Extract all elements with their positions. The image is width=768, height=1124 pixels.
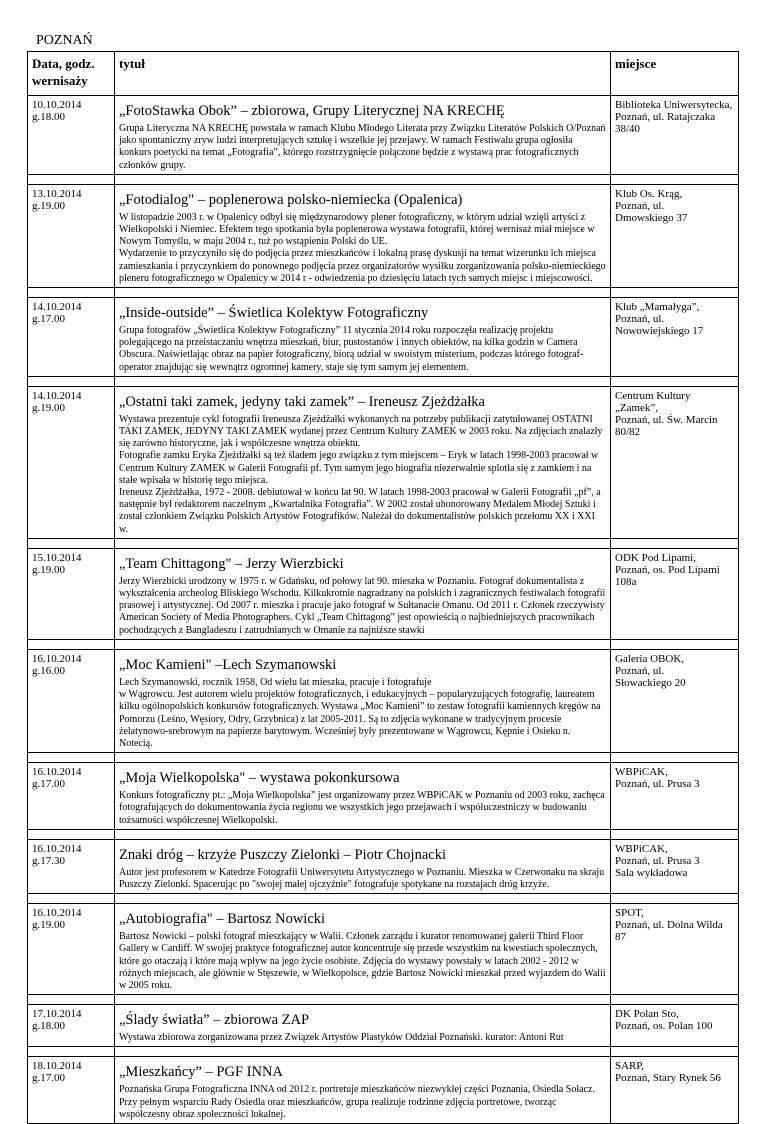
event-info-cell <box>115 1005 611 1047</box>
table-row <box>28 1005 739 1047</box>
event-place: ODK Pod Lipami, Poznań, os. Pod Lipami 108a <box>615 551 720 588</box>
event-title: Znaki dróg – krzyże Puszczy Zielonki – Piotr Chojnacki <box>119 846 446 863</box>
event-description: W listopadzie 2003 r. w Opalenicy odbył się międzynarodowy plener fotograficzny, w którym udział wzięli artyści z Wielkopolski i Niemiec. Efektem tego spotkania była poplenerowa wystawa fotografii, której wernisaż miał miejsce w Nowym Tomyślu, w maju 2004 r., tuż po wstąpieniu Polski do UE. Wydarzenie to przyczyniło się do podjęcia przez mieszkańców i lokalną prasę dyskusji na temat wizerunku ich miejsca zamieszkania i przyczynkiem do ponownego podjęcia przez organizatorów wysiłku zorganizowania polsko-niemieckiego pleneru fotograficznego w Opalenicy w 2014 r - odwiedzenia po dziesięciu latach tych samych miejsc i miejscowości. <box>119 211 606 284</box>
table-row <box>28 1057 739 1124</box>
event-date-cell <box>28 1057 115 1124</box>
event-place: DK Polan Sto, Poznań, os. Polan 100 <box>615 1008 713 1033</box>
spacer-cell <box>28 376 115 386</box>
spacer-cell <box>115 376 611 386</box>
spacer-cell <box>28 639 115 649</box>
table-row <box>28 548 739 639</box>
header-place: miejsce <box>611 52 739 96</box>
spacer-cell <box>611 538 739 548</box>
event-date-cell <box>28 763 115 830</box>
event-place: Klub „Mamałyga”, Poznań, ul. Nowowiejskiego 17 <box>615 301 704 338</box>
event-title: „FotoStawka Obok” – zbiorowa, Grupy Literycznej NA KRECHĘ <box>119 103 505 119</box>
spacer-cell <box>115 1047 611 1057</box>
event-place: Centrum Kultury „Zamek”, Poznań, ul. Św. Marcin 80/82 <box>615 389 718 438</box>
event-date: 15.10.2014 g.19.00 <box>32 551 82 576</box>
spacer-cell <box>611 639 739 649</box>
row-spacer <box>28 1047 739 1057</box>
event-info-cell <box>115 1057 611 1124</box>
event-date: 13.10.2014 g.19.00 <box>32 187 82 212</box>
event-date-cell <box>28 1005 115 1047</box>
page-heading: POZNAŃ <box>36 33 93 48</box>
event-date-cell <box>28 904 115 995</box>
event-title: „Fotodialog" – poplenerowa polsko-niemiecka (Opalenica) <box>119 191 463 208</box>
row-spacer <box>28 829 739 839</box>
row-spacer <box>28 174 739 184</box>
row-spacer <box>28 894 739 904</box>
spacer-cell <box>611 753 739 763</box>
event-place-cell <box>611 184 739 287</box>
event-date-cell <box>28 548 115 639</box>
header-date: Data, godz. wernisaży <box>28 52 115 96</box>
event-place-cell <box>611 839 739 893</box>
spacer-cell <box>28 538 115 548</box>
exhibition-table <box>27 51 739 1124</box>
event-title: „Inside-outside” – Świetlica Kolektyw Fotograficzny <box>119 305 429 322</box>
row-spacer <box>28 995 739 1005</box>
event-place-cell <box>611 649 739 752</box>
spacer-cell <box>115 639 611 649</box>
event-date: 16.10.2014 g.19.00 <box>32 907 82 932</box>
event-date: 16.10.2014 g.16.00 <box>32 652 82 677</box>
event-date: 14.10.2014 g.19.00 <box>32 389 82 414</box>
event-info-cell <box>115 763 611 830</box>
spacer-cell <box>115 538 611 548</box>
spacer-cell <box>115 894 611 904</box>
event-description: Jerzy Wierzbicki urodzony w 1975 r. w Gdańsku, od połowy lat 90. mieszka w Poznaniu. Fotograf dokumentalista z wykształcenia archeolog Bliskiego Wschodu. Kilkukrotnie nagradzany na polskich i zagranicznych festiwalach fotografii prasowej i artystycznej. Od 2007 r. mieszka i pracuje jako fotograf w Sułtanacie Omanu. Od 2011 r. Członek rzeczywisty American Society of Media Photographers. Cykl „Team Chittagong” jest opowieścią o najbiedniejszych pracownikach pochodzących z Bangladeszu i zatrudnianych w Omanie za najniższe stawki <box>119 575 606 636</box>
event-description: Wystawa zbiorowa zorganizowana przez Związek Artystów Plastyków Oddział Poznański. kurator: Antoni Rut <box>119 1032 564 1044</box>
spacer-cell <box>611 1047 739 1057</box>
event-place: WBPiCAK, Poznań, ul. Prusa 3 Sala wykładowa <box>615 842 700 879</box>
event-date: 14.10.2014 g.17.00 <box>32 301 82 326</box>
event-date: 18.10.2014 g.17.00 <box>32 1060 82 1085</box>
event-date-cell <box>28 298 115 377</box>
table-row <box>28 839 739 893</box>
event-date-cell <box>28 649 115 752</box>
event-date: 16.10.2014 g.17.30 <box>32 842 82 867</box>
event-place-cell <box>611 386 739 538</box>
spacer-cell <box>611 174 739 184</box>
event-place: SARP, Poznań, Stary Rynek 56 <box>615 1060 721 1085</box>
event-description: Grupa fotografów „Świetlica Kolektyw Fotograficzny” 11 stycznia 2014 roku rozpoczęła realizację projektu polegającego na przeistaczaniu wnętrza mieszkań, biur, pustostanów i innych obiektów, na kilka godzin w Camera Obscura. Naświetlając obraz na papier fotograficzny, biorą udział w swoistym misterium, podczas którego fotograf-operator znajdując się wewnątrz ogromnej kamery, staje się tym samym jej elementem. <box>119 325 584 373</box>
event-title: „Moc Kamieni" –Lech Szymanowski <box>119 656 337 673</box>
table-row <box>28 298 739 377</box>
header-title: tytuł <box>115 52 611 96</box>
spacer-cell <box>115 753 611 763</box>
event-description: Lech Szymanowski, rocznik 1958, Od wielu lat mieszka, pracuje i fotografuje w Wągrowcu. Jest autorem wielu projektów fotograficznych, i edukacyjnych – popularyzujących fotografię, laureatem kilku ogólnopolskich konkursów fotograficznych. Wystawa „Moc Kamieni” to zestaw fotografii kamiennych kręgów na Pomorzu (Leśno, Węsiory, Odry, Grzybnica) z lat 2005-2011. Są to zdjęcia wykonane w tradycyjnym procesie żelatynowo-srebrowym na papierze barytowym. Wcześniej były prezentowane w Wągrowcu, Kępnie i Osieku n. Notecią. <box>119 676 601 749</box>
spacer-cell <box>28 288 115 298</box>
table-row <box>28 386 739 538</box>
table-row <box>28 184 739 287</box>
spacer-cell <box>611 288 739 298</box>
spacer-cell <box>115 829 611 839</box>
event-description: Grupa Literyczna NA KRECHĘ powstała w ramach Klubu Młodego Literata przy Związku Literatów Polskich O/Poznań jako spontaniczny zryw ludzi interpretujących sztukę i wszelkie jej przejawy. W ramach Festiwalu grupa ogłosiła konkurs poetycki na temat „Fotografia”, którego rozstrzygnięcie połączone będzie z wystawą prac fotograficznych członków grupy. <box>119 123 606 171</box>
spacer-cell <box>611 995 739 1005</box>
spacer-cell <box>611 376 739 386</box>
row-spacer <box>28 538 739 548</box>
event-place: WBPiCAK, Poznań, ul. Prusa 3 <box>615 766 700 791</box>
event-date-cell <box>28 839 115 893</box>
event-info-cell <box>115 548 611 639</box>
spacer-cell <box>611 894 739 904</box>
row-spacer <box>28 376 739 386</box>
event-place: Biblioteka Uniwersytecka, Poznań, ul. Ratajczaka 38/40 <box>615 99 733 135</box>
event-place-cell <box>611 763 739 830</box>
spacer-cell <box>28 829 115 839</box>
spacer-cell <box>28 1047 115 1057</box>
event-title: „Ostatni taki zamek, jedyny taki zamek” – Ireneusz Zjeżdżałka <box>119 393 485 410</box>
event-date-cell <box>28 96 115 175</box>
event-info-cell <box>115 96 611 175</box>
event-place: Klub Os. Krąg, Poznań, ul. Dmowskiego 37 <box>615 187 688 224</box>
event-title: „Team Chittagong" – Jerzy Wierzbicki <box>119 555 344 572</box>
row-spacer <box>28 753 739 763</box>
spacer-cell <box>28 753 115 763</box>
event-place: Galeria OBOK, Poznań, ul. Słowackiego 20 <box>615 652 686 689</box>
spacer-cell <box>115 174 611 184</box>
event-title: „Ślady światła” – zbiorowa ZAP <box>119 1012 310 1029</box>
event-date-cell <box>28 386 115 538</box>
event-info-cell <box>115 839 611 893</box>
spacer-cell <box>115 288 611 298</box>
spacer-cell <box>28 995 115 1005</box>
spacer-cell <box>28 174 115 184</box>
event-info-cell <box>115 904 611 995</box>
event-place-cell <box>611 904 739 995</box>
event-place-cell <box>611 548 739 639</box>
event-date: 10.10.2014 g.18.00 <box>32 99 82 123</box>
table-row <box>28 904 739 995</box>
event-description: Konkurs fotograficzny pt.: „Moja Wielkopolska” jest organizowany przez WBPiCAK w Poznaniu od 2003 roku, zachęca fotografujących do dokumentowania życia regionu we wszystkich jego przejawach i współuczestniczy w budowaniu tożsamości współczesnej Wielkopolski. <box>119 790 605 826</box>
event-info-cell <box>115 649 611 752</box>
table-row <box>28 96 739 175</box>
event-info-cell <box>115 184 611 287</box>
event-description: Poznańska Grupa Fotograficzna INNA od 2012 r. portretuje mieszkańców niezwykłej części Poznania, Osiedla Sołacz. Przy pełnym wsparciu Rady Osiedla oraz mieszkańców, grupa realizuje rodzinne zdjęcia portretowe, tworząc współczesny obraz społeczności lokalnej. <box>119 1084 595 1120</box>
table-row <box>28 649 739 752</box>
spacer-cell <box>28 894 115 904</box>
event-title: „Moja Wielkopolska" – wystawa pokonkursowa <box>119 770 400 787</box>
event-date: 16.10.2014 g.17.00 <box>32 766 82 791</box>
event-info-cell <box>115 386 611 538</box>
event-place-cell <box>611 96 739 175</box>
spacer-cell <box>115 995 611 1005</box>
spacer-cell <box>611 829 739 839</box>
event-description: Autor jest profesorem w Katedrze Fotografii Uniwersytetu Artystycznego w Poznaniu. Mieszka w Czerwonaku na skraju Puszczy Zielonki. Spacerując po "swojej małej ojczyźnie" fotografuje spotykane na rozstajach dróg krzyże. <box>119 866 605 890</box>
event-date-cell <box>28 184 115 287</box>
event-place-cell <box>611 298 739 377</box>
event-place-cell <box>611 1005 739 1047</box>
table-header-row <box>28 52 739 96</box>
row-spacer <box>28 639 739 649</box>
event-description: Wystawa prezentuje cykl fotografii Ireneusza Zjeżdżałki wykonanych na potrzeby publikacji zatytułowanej OSTATNI TAKI ZAMEK, JEDYNY TAKI ZAMEK wydanej przez Centrum Kultury ZAMEK w 2003 roku. Na zdjęciach znalazły się zarówno historyczne, jak i współczesne wnętrza obiektu. Fotografie zamku Eryka Zjeżdżałki są też śladem jego związku z tym miejscem – Eryk w latach 1998-2003 pracował w Centrum Kultury ZAMEK w Galerii Fotografii pf. Tym samym jego biografia niezerwalnie splotła się z zamkiem i na stałe wpisała w historię tego miejsca. Ireneusz Zjeżdżałka, 1972 - 2008. debiutował w końcu lat 90. W latach 1998-2003 pracował w Galerii Fotografii „pf”, a następnie był redaktorem naczelnym „Kwartalnika Fotografia”. W 2002 został uhonorowany Medalem Młodej Sztuki i został członkiem Związku Polskich Artystów Fotografików. Należał do dokumentalistów polskich przełomu XX i XXI w. <box>119 413 603 535</box>
event-title: „Autobiografia" – Bartosz Nowicki <box>119 911 326 928</box>
event-place: SPOT, Poznań, ul. Dolna Wilda 87 <box>615 907 723 944</box>
event-info-cell <box>115 298 611 377</box>
event-date: 17.10.2014 g.18.00 <box>32 1008 82 1033</box>
event-title: „Mieszkańcy” – PGF INNA <box>119 1064 283 1081</box>
event-place-cell <box>611 1057 739 1124</box>
table-row <box>28 763 739 830</box>
row-spacer <box>28 288 739 298</box>
event-description: Bartosz Nowicki – polski fotograf mieszkający w Walii. Członek zarządu i kurator renomowanej galerii Third Floor Gallery w Cardiff. W swojej praktyce fotograficznej autor koncentruje się przede wszystkim na kwestiach społecznych, które go otaczają i które mają wpływ na jego życie osobiste. Zdjęcia do wystawy powstały w latach 2002 - 2012 w różnych miejscach, ale głównie w Stęszewie, w Wielkopolsce, gdzie Bartosz Nowicki mieszkał przed wyjazdem do Walii w 2005 roku. <box>119 931 606 991</box>
